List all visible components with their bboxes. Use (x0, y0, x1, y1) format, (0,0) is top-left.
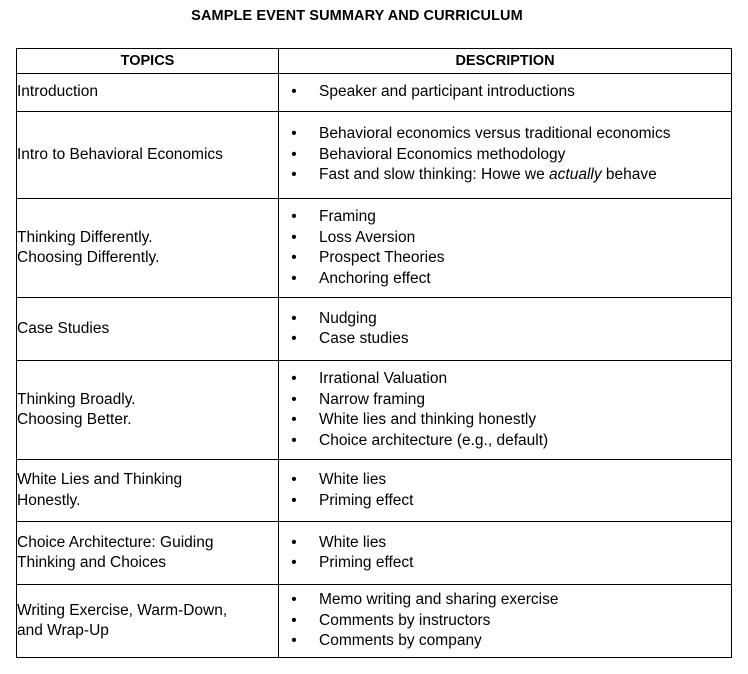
item-text: Comments by instructors (319, 611, 491, 629)
table-row (17, 74, 732, 112)
topic-text: Case Studies (17, 319, 110, 337)
item-text: Behavioral Economics methodology (319, 145, 566, 163)
bullet-icon: • (291, 632, 297, 650)
list-item (279, 165, 731, 186)
list-item (279, 631, 731, 652)
topic-text: and Wrap-Up (17, 622, 109, 639)
topic-cell (17, 112, 279, 199)
description-cell (279, 298, 732, 361)
item-text: Behavioral economics versus traditional economics (319, 125, 671, 143)
item-text: Comments by company (319, 632, 482, 650)
item-text-rich: Fast and slow thinking: Howe we actually behave (319, 166, 657, 184)
topic-text: Thinking Broadly. (17, 390, 136, 408)
list-item (279, 390, 731, 411)
topic-text: White Lies and Thinking (17, 471, 183, 488)
topic-cell (17, 522, 279, 585)
list-item (279, 470, 731, 491)
list-item (279, 145, 731, 166)
item-text: White lies (319, 471, 387, 488)
bullet-icon: • (291, 431, 297, 449)
description-cell (279, 585, 732, 658)
table-row (17, 585, 732, 658)
bullet-icon: • (291, 208, 297, 225)
bullet-icon: • (291, 166, 297, 184)
item-text: Anchoring effect (319, 269, 431, 287)
description-cell (279, 522, 732, 585)
bullet-icon: • (291, 491, 297, 509)
table-row (17, 199, 732, 298)
topic-text: Thinking Differently. (17, 228, 153, 246)
item-text: Memo writing and sharing exercise (319, 591, 559, 609)
bullet-icon: • (291, 411, 297, 428)
item-text: Priming effect (319, 491, 414, 509)
topic-text: Choice Architecture: Guiding (17, 533, 214, 551)
emphasis-text: actually (549, 166, 602, 184)
item-text: White lies (319, 533, 387, 551)
list-item (279, 553, 731, 574)
topic-cell (17, 585, 279, 658)
description-header: DESCRIPTION (279, 49, 732, 74)
list-item (279, 410, 731, 431)
topic-text: Intro to Behavioral Economics (17, 145, 223, 163)
list-item (279, 207, 731, 228)
bullet-icon: • (291, 471, 297, 488)
bullet-icon: • (291, 125, 297, 143)
description-cell (279, 74, 732, 112)
item-text: Choice architecture (e.g., default) (319, 431, 549, 449)
bullet-icon: • (291, 554, 297, 571)
table-row (17, 522, 732, 585)
topic-cell (17, 298, 279, 361)
description-cell (279, 199, 732, 298)
list-item (279, 329, 731, 350)
bullet-icon: • (291, 533, 297, 551)
topic-text: Choosing Better. (17, 411, 132, 428)
list-item (279, 228, 731, 249)
item-text: Case studies (319, 330, 409, 347)
bullet-icon: • (291, 249, 297, 266)
header-row (17, 49, 732, 74)
table-row (17, 361, 732, 460)
list-item (279, 269, 731, 290)
bullet-icon: • (291, 330, 297, 347)
item-text: Loss Aversion (319, 228, 416, 246)
item-text: Narrow framing (319, 390, 425, 408)
table-row (17, 460, 732, 522)
list-item (279, 248, 731, 269)
topic-cell (17, 361, 279, 460)
topic-cell (17, 460, 279, 522)
item-text: White lies and thinking honestly (319, 411, 537, 428)
list-item (279, 124, 731, 145)
curriculum-table (16, 48, 732, 658)
bullet-icon: • (291, 83, 297, 101)
list-item (279, 82, 731, 103)
item-text: Speaker and participant introductions (319, 83, 575, 101)
bullet-icon: • (291, 309, 297, 327)
bullet-icon: • (291, 145, 297, 163)
item-text: Irrational Valuation (319, 370, 448, 387)
list-item (279, 369, 731, 390)
bullet-icon: • (291, 370, 297, 387)
topic-cell (17, 199, 279, 298)
item-text: Prospect Theories (319, 249, 445, 266)
description-cell (279, 112, 732, 199)
topic-text: Honestly. (17, 491, 81, 509)
description-cell (279, 361, 732, 460)
bullet-icon: • (291, 611, 297, 629)
topics-header: TOPICS (17, 49, 279, 74)
topic-cell (17, 74, 279, 112)
list-item (279, 590, 731, 611)
list-item (279, 611, 731, 632)
topic-text: Introduction (17, 83, 98, 101)
list-item (279, 491, 731, 512)
description-cell (279, 460, 732, 522)
table-row (17, 298, 732, 361)
bullet-icon: • (291, 269, 297, 287)
list-item (279, 431, 731, 452)
item-text: Framing (319, 208, 376, 225)
bullet-icon: • (291, 390, 297, 408)
table-row (17, 112, 732, 199)
bullet-icon: • (291, 228, 297, 246)
topic-text: Writing Exercise, Warm-Down, (17, 601, 228, 619)
bullet-icon: • (291, 591, 297, 609)
topic-text: Thinking and Choices (17, 554, 167, 571)
item-text: Priming effect (319, 554, 414, 571)
item-text: Nudging (319, 309, 377, 327)
document-title: SAMPLE EVENT SUMMARY AND CURRICULUM (191, 8, 523, 24)
list-item (279, 533, 731, 554)
topic-text: Choosing Differently. (17, 249, 160, 266)
list-item (279, 309, 731, 330)
